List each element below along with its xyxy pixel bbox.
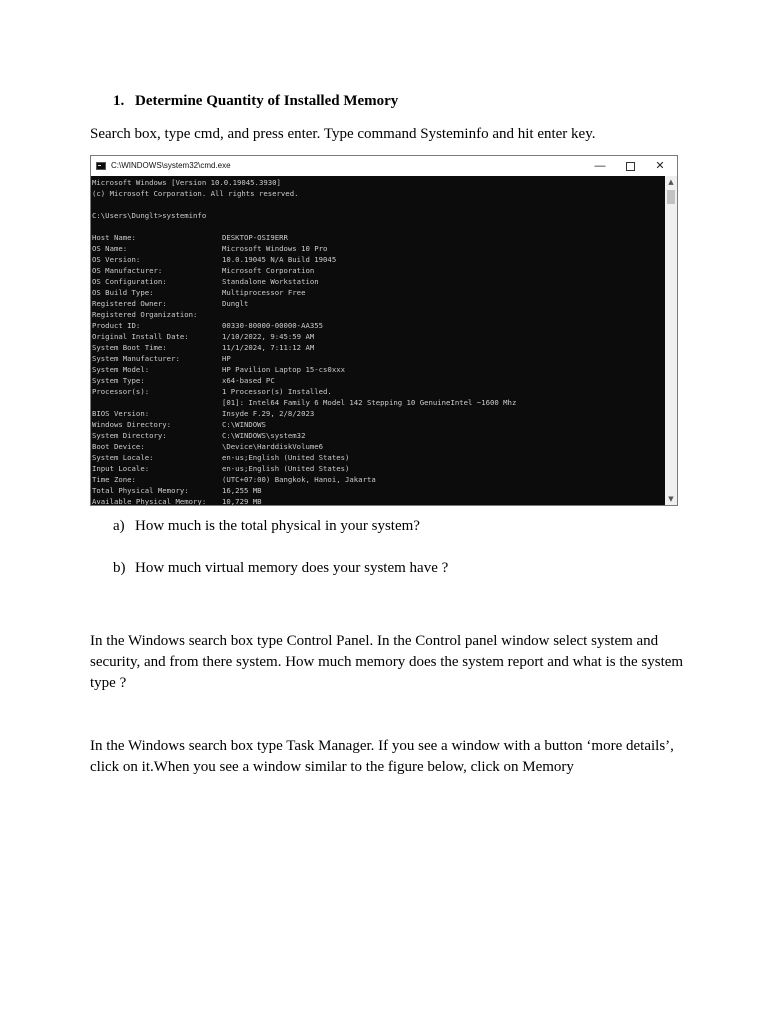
sysinfo-value: Microsoft Corporation xyxy=(222,266,315,275)
heading-text: Determine Quantity of Installed Memory xyxy=(135,93,399,109)
sysinfo-value: Standalone Workstation xyxy=(222,277,319,286)
sysinfo-key: System Manufacturer: xyxy=(92,354,180,363)
sysinfo-key: System Locale: xyxy=(92,453,154,462)
console-line xyxy=(92,199,665,210)
sysinfo-row xyxy=(92,364,665,375)
sysinfo-value: [01]: Intel64 Family 6 Model 142 Stepping 10 GenuineIntel ~1600 Mhz xyxy=(222,398,517,407)
sysinfo-value: en-us;English (United States) xyxy=(222,453,350,462)
sysinfo-row xyxy=(92,386,665,397)
sysinfo-value: HP xyxy=(222,354,231,363)
sysinfo-key: System Boot Time: xyxy=(92,343,167,352)
sysinfo-key: Host Name: xyxy=(92,233,136,242)
sysinfo-row xyxy=(92,287,665,298)
sysinfo-value: DESKTOP-OSI9ERR xyxy=(222,233,288,242)
sysinfo-row xyxy=(92,419,665,430)
task-manager-paragraph: In the Windows search box type Task Manager. If you see a window with a button ‘more details’, click on it.When you see a window similar to the figure below, click on Memory xyxy=(90,738,674,775)
sysinfo-value: C:\WINDOWS xyxy=(222,420,266,429)
sysinfo-row xyxy=(92,496,665,505)
sysinfo-key: Total Physical Memory: xyxy=(92,486,189,495)
sysinfo-value: x64-based PC xyxy=(222,376,275,385)
sysinfo-value: 10.0.19045 N/A Build 19045 xyxy=(222,255,337,264)
sysinfo-row xyxy=(92,232,665,243)
sysinfo-row xyxy=(92,320,665,331)
sysinfo-key: Boot Device: xyxy=(92,442,145,451)
sysinfo-row xyxy=(92,463,665,474)
sysinfo-row xyxy=(92,485,665,496)
intro-paragraph: Search box, type cmd, and press enter. Type command Systeminfo and hit enter key. xyxy=(90,126,596,142)
sysinfo-value: Dunglt xyxy=(222,299,249,308)
scroll-up-icon[interactable]: ▲ xyxy=(668,178,674,186)
sysinfo-value: Microsoft Windows 10 Pro xyxy=(222,244,328,253)
sysinfo-row xyxy=(92,430,665,441)
window-titlebar xyxy=(91,156,677,176)
sysinfo-value: \Device\HarddiskVolume6 xyxy=(222,442,324,451)
sysinfo-key: OS Version: xyxy=(92,255,141,264)
sysinfo-row xyxy=(92,397,665,408)
sysinfo-row xyxy=(92,408,665,419)
sysinfo-value: 16,255 MB xyxy=(222,486,262,495)
sysinfo-value: Multiprocessor Free xyxy=(222,288,306,297)
sysinfo-value: en-us;English (United States) xyxy=(222,464,350,473)
sysinfo-key: Processor(s): xyxy=(92,387,150,396)
console-scrollbar[interactable] xyxy=(665,176,677,505)
minimize-button[interactable]: — xyxy=(594,160,606,172)
sysinfo-value: (UTC+07:00) Bangkok, Hanoi, Jakarta xyxy=(222,475,376,484)
window-title: C:\WINDOWS\system32\cmd.exe xyxy=(111,161,231,170)
sysinfo-value: C:\WINDOWS\system32 xyxy=(222,431,306,440)
sysinfo-row xyxy=(92,441,665,452)
sysinfo-value: 00330-80000-00000-AA355 xyxy=(222,321,324,330)
sysinfo-key: OS Configuration: xyxy=(92,277,167,286)
sysinfo-value: Insyde F.29, 2/8/2023 xyxy=(222,409,315,418)
sysinfo-key: Windows Directory: xyxy=(92,420,172,429)
sysinfo-key: BIOS Version: xyxy=(92,409,150,418)
scroll-thumb[interactable] xyxy=(667,190,675,204)
sysinfo-row xyxy=(92,276,665,287)
control-panel-paragraph: In the Windows search box type Control Panel. In the Control panel window select system and security, and from there system. How much memory does the system report and what is the system type ? xyxy=(90,633,684,691)
sysinfo-row xyxy=(92,254,665,265)
sysinfo-row xyxy=(92,474,665,485)
sysinfo-value: 1 Processor(s) Installed. xyxy=(222,387,332,396)
close-button[interactable]: ✕ xyxy=(655,160,665,172)
sysinfo-row xyxy=(92,452,665,463)
question-marker: a) xyxy=(113,518,125,534)
sysinfo-row xyxy=(92,353,665,364)
sysinfo-row xyxy=(92,331,665,342)
maximize-button[interactable] xyxy=(615,156,645,176)
cmd-window-screenshot xyxy=(90,155,678,506)
console-output xyxy=(92,177,665,505)
console-app-icon xyxy=(96,162,106,170)
sysinfo-value: HP Pavilion Laptop 15-cs0xxx xyxy=(222,365,346,374)
sysinfo-key: System Directory: xyxy=(92,431,167,440)
sysinfo-row xyxy=(92,375,665,386)
question-text: How much virtual memory does your system have ? xyxy=(135,560,449,576)
sysinfo-key: OS Build Type: xyxy=(92,288,154,297)
sysinfo-value: 1/10/2022, 9:45:59 AM xyxy=(222,332,315,341)
sysinfo-row xyxy=(92,265,665,276)
question-marker: b) xyxy=(113,560,126,576)
question-b xyxy=(113,560,448,577)
sysinfo-key: Registered Organization: xyxy=(92,310,198,319)
sysinfo-key: Input Locale: xyxy=(92,464,150,473)
heading-number: 1. xyxy=(113,93,125,109)
sysinfo-row xyxy=(92,298,665,309)
question-a xyxy=(113,518,420,535)
maximize-icon xyxy=(626,162,635,171)
sysinfo-key: Available Physical Memory: xyxy=(92,497,207,505)
sysinfo-value: 10,729 MB xyxy=(222,497,262,505)
sysinfo-key: Product ID: xyxy=(92,321,141,330)
sysinfo-value: 11/1/2024, 7:11:12 AM xyxy=(222,343,315,352)
sysinfo-row xyxy=(92,243,665,254)
console-line: (c) Microsoft Corporation. All rights reserved. xyxy=(92,189,299,198)
section-heading xyxy=(113,93,398,110)
sysinfo-key: Time Zone: xyxy=(92,475,136,484)
sysinfo-row xyxy=(92,309,665,320)
sysinfo-key: System Model: xyxy=(92,365,150,374)
sysinfo-key: Registered Owner: xyxy=(92,299,167,308)
sysinfo-key: System Type: xyxy=(92,376,145,385)
console-line: C:\Users\Dunglt>systeminfo xyxy=(92,211,207,220)
sysinfo-key: Original Install Date: xyxy=(92,332,189,341)
console-line xyxy=(92,221,665,232)
sysinfo-key: OS Name: xyxy=(92,244,128,253)
question-text: How much is the total physical in your system? xyxy=(135,518,420,534)
console-line: Microsoft Windows [Version 10.0.19045.3930] xyxy=(92,178,281,187)
sysinfo-key: OS Manufacturer: xyxy=(92,266,163,275)
scroll-down-icon[interactable]: ▼ xyxy=(668,495,674,503)
sysinfo-row xyxy=(92,342,665,353)
